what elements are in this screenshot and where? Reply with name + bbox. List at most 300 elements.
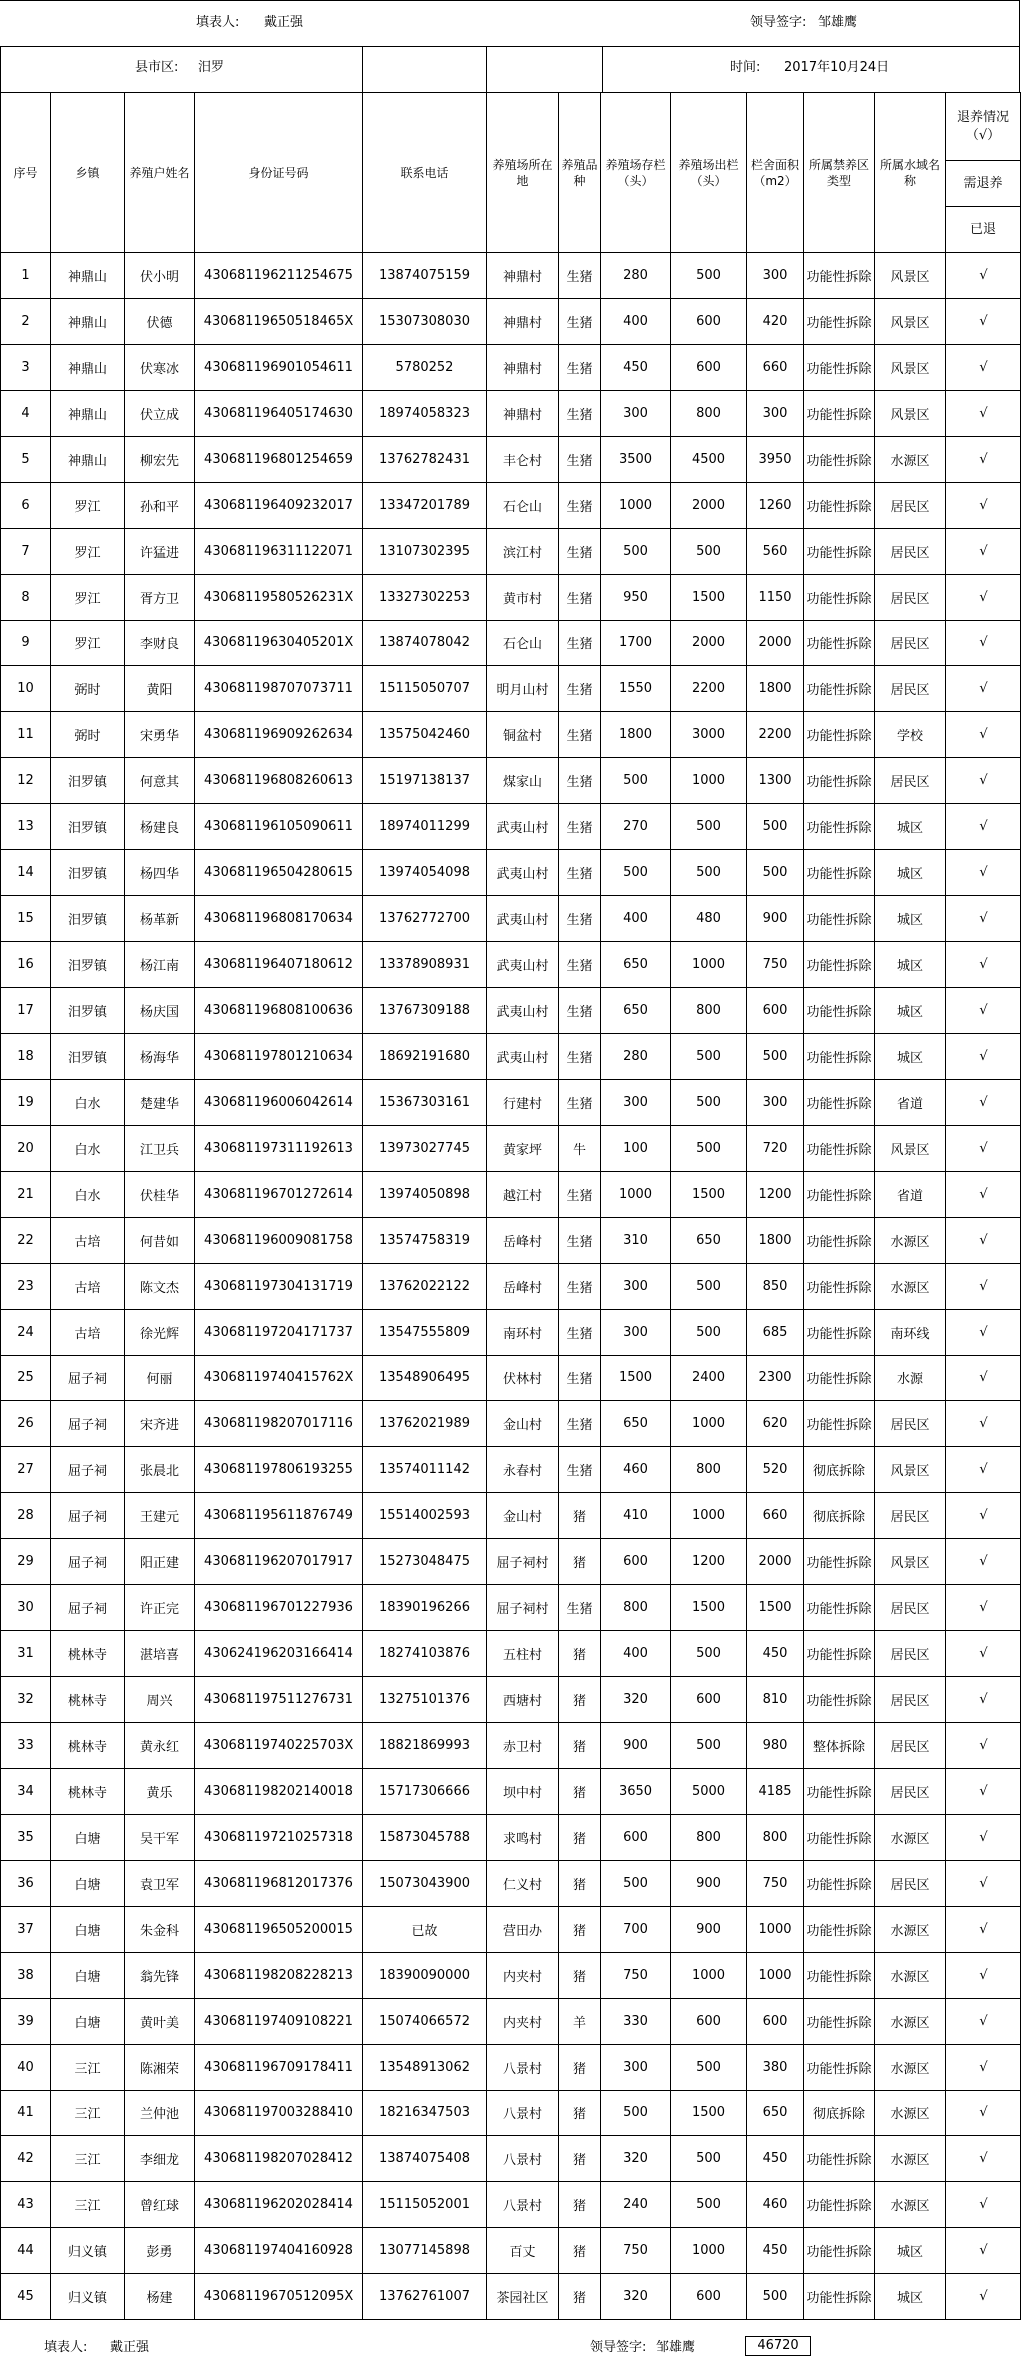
col-breed: 养殖品种 [559, 93, 601, 253]
row-out: 2200 [671, 666, 747, 712]
row-area: 4185 [747, 1768, 804, 1814]
row-name: 袁卫军 [125, 1860, 195, 1906]
row-out: 1000 [671, 942, 747, 988]
row-location: 神鼎村 [487, 298, 559, 344]
row-zone-type: 功能性拆除 [804, 1539, 875, 1585]
row-town: 白塘 [51, 1814, 125, 1860]
row-stock: 1000 [601, 482, 671, 528]
row-stock: 410 [601, 1493, 671, 1539]
row-breed: 牛 [559, 1125, 601, 1171]
row-check: √ [946, 1309, 1021, 1355]
row-id: 430681197404160928 [195, 2228, 363, 2274]
row-name: 宋勇华 [125, 712, 195, 758]
row-phone: 18390196266 [363, 1585, 487, 1631]
row-no: 32 [1, 1677, 51, 1723]
row-check: √ [946, 2182, 1021, 2228]
leader-label: 领导签字: [750, 15, 807, 30]
row-name: 宋齐进 [125, 1401, 195, 1447]
table-row [1, 344, 1021, 390]
row-phone: 18692191680 [363, 1033, 487, 1079]
row-area: 980 [747, 1723, 804, 1769]
row-stock: 950 [601, 574, 671, 620]
table-row [1, 574, 1021, 620]
row-no: 1 [1, 253, 51, 299]
row-stock: 270 [601, 804, 671, 850]
row-no: 12 [1, 758, 51, 804]
row-name: 楚建华 [125, 1079, 195, 1125]
row-phone: 15115052001 [363, 2182, 487, 2228]
row-zone-type: 功能性拆除 [804, 712, 875, 758]
row-out: 1500 [671, 1171, 747, 1217]
row-stock: 750 [601, 2228, 671, 2274]
row-area: 660 [747, 1493, 804, 1539]
col-zone-type: 所属禁养区类型 [804, 93, 875, 253]
row-breed: 猪 [559, 2182, 601, 2228]
row-zone-name: 水源区 [875, 2182, 946, 2228]
row-check: √ [946, 2044, 1021, 2090]
row-check: √ [946, 1952, 1021, 1998]
row-id: 430681197409108221 [195, 1998, 363, 2044]
row-location: 金山村 [487, 1493, 559, 1539]
row-zone-type: 彻底拆除 [804, 1493, 875, 1539]
row-zone-type: 功能性拆除 [804, 850, 875, 896]
row-check: √ [946, 620, 1021, 666]
row-stock: 320 [601, 2136, 671, 2182]
row-no: 11 [1, 712, 51, 758]
row-stock: 320 [601, 1677, 671, 1723]
table-row [1, 436, 1021, 482]
row-name: 黄乐 [125, 1768, 195, 1814]
row-zone-name: 居民区 [875, 1493, 946, 1539]
row-phone: 15115050707 [363, 666, 487, 712]
row-zone-name: 居民区 [875, 666, 946, 712]
row-no: 25 [1, 1355, 51, 1401]
row-phone: 13548906495 [363, 1355, 487, 1401]
row-stock: 650 [601, 1401, 671, 1447]
row-no: 13 [1, 804, 51, 850]
row-area: 2000 [747, 620, 804, 666]
row-name: 陈湘荣 [125, 2044, 195, 2090]
row-location: 求鸣村 [487, 1814, 559, 1860]
row-location: 内夹村 [487, 1998, 559, 2044]
row-zone-name: 城区 [875, 850, 946, 896]
row-location: 屈子祠村 [487, 1585, 559, 1631]
farm-table [0, 92, 1021, 2320]
row-area: 1260 [747, 482, 804, 528]
row-town: 罗江 [51, 482, 125, 528]
row-no: 37 [1, 1906, 51, 1952]
row-zone-type: 功能性拆除 [804, 1952, 875, 1998]
row-zone-name: 居民区 [875, 1723, 946, 1769]
row-zone-name: 省道 [875, 1171, 946, 1217]
row-zone-name: 风景区 [875, 1125, 946, 1171]
row-check: √ [946, 344, 1021, 390]
header-right-border [1019, 0, 1020, 46]
row-area: 420 [747, 298, 804, 344]
row-out: 1500 [671, 574, 747, 620]
row-stock: 3500 [601, 436, 671, 482]
row-no: 14 [1, 850, 51, 896]
row-breed: 生猪 [559, 1079, 601, 1125]
row-town: 神鼎山 [51, 344, 125, 390]
row-out: 500 [671, 528, 747, 574]
row-stock: 400 [601, 298, 671, 344]
row-id: 430681198202140018 [195, 1768, 363, 1814]
row-town: 屈子祠 [51, 1539, 125, 1585]
row-check: √ [946, 1906, 1021, 1952]
row-town: 弼时 [51, 666, 125, 712]
row-phone: 15367303161 [363, 1079, 487, 1125]
row-area: 620 [747, 1401, 804, 1447]
row-check: √ [946, 390, 1021, 436]
row-breed: 生猪 [559, 344, 601, 390]
row-town: 白塘 [51, 1998, 125, 2044]
row-check: √ [946, 1079, 1021, 1125]
row-phone: 18216347503 [363, 2090, 487, 2136]
row-location: 内夹村 [487, 1952, 559, 1998]
row-zone-type: 功能性拆除 [804, 2228, 875, 2274]
row-zone-type: 功能性拆除 [804, 528, 875, 574]
row-stock: 750 [601, 1952, 671, 1998]
row-phone: 13874075408 [363, 2136, 487, 2182]
row-town: 屈子祠 [51, 1493, 125, 1539]
row-location: 越江村 [487, 1171, 559, 1217]
row-check: √ [946, 1677, 1021, 1723]
row-area: 560 [747, 528, 804, 574]
col-area: 栏舍面积（m2） [747, 93, 804, 253]
row-check: √ [946, 2274, 1021, 2320]
row-location: 武夷山村 [487, 896, 559, 942]
row-id: 430681198208228213 [195, 1952, 363, 1998]
row-name: 何丽 [125, 1355, 195, 1401]
row-location: 金山村 [487, 1401, 559, 1447]
row-zone-type: 功能性拆除 [804, 758, 875, 804]
header-divider-3 [602, 46, 603, 92]
row-no: 23 [1, 1263, 51, 1309]
row-no: 30 [1, 1585, 51, 1631]
row-out: 500 [671, 1263, 747, 1309]
row-out: 2000 [671, 482, 747, 528]
row-name: 江卫兵 [125, 1125, 195, 1171]
row-no: 9 [1, 620, 51, 666]
row-name: 伏德 [125, 298, 195, 344]
row-zone-type: 功能性拆除 [804, 2044, 875, 2090]
row-check: √ [946, 1355, 1021, 1401]
row-phone: 18390090000 [363, 1952, 487, 1998]
row-no: 7 [1, 528, 51, 574]
row-stock: 650 [601, 942, 671, 988]
row-no: 38 [1, 1952, 51, 1998]
row-check: √ [946, 1539, 1021, 1585]
row-town: 白水 [51, 1079, 125, 1125]
col-id: 身份证号码 [195, 93, 363, 253]
county-value: 汨罗 [198, 60, 225, 75]
table-row [1, 1631, 1021, 1677]
row-zone-type: 功能性拆除 [804, 804, 875, 850]
row-out: 1500 [671, 2090, 747, 2136]
row-stock: 1800 [601, 712, 671, 758]
col-phone: 联系电话 [363, 93, 487, 253]
row-town: 桃林寺 [51, 1723, 125, 1769]
table-row [1, 1677, 1021, 1723]
row-location: 神鼎村 [487, 253, 559, 299]
row-breed: 生猪 [559, 1171, 601, 1217]
row-phone: 15273048475 [363, 1539, 487, 1585]
row-check: √ [946, 850, 1021, 896]
row-name: 许正完 [125, 1585, 195, 1631]
footer-filler-label: 填表人: [44, 2340, 88, 2355]
row-name: 杨江南 [125, 942, 195, 988]
row-area: 520 [747, 1447, 804, 1493]
row-area: 300 [747, 1079, 804, 1125]
row-stock: 500 [601, 758, 671, 804]
row-area: 650 [747, 2090, 804, 2136]
row-id: 430681196701227936 [195, 1585, 363, 1631]
row-out: 600 [671, 1677, 747, 1723]
row-stock: 650 [601, 988, 671, 1034]
row-name: 张晨北 [125, 1447, 195, 1493]
row-zone-name: 水源区 [875, 1814, 946, 1860]
row-no: 29 [1, 1539, 51, 1585]
row-phone: 18274103876 [363, 1631, 487, 1677]
table-row [1, 1125, 1021, 1171]
row-breed: 生猪 [559, 482, 601, 528]
row-out: 1500 [671, 1585, 747, 1631]
row-out: 1000 [671, 1493, 747, 1539]
row-town: 汨罗镇 [51, 942, 125, 988]
row-location: 石仑山 [487, 620, 559, 666]
row-breed: 猪 [559, 1768, 601, 1814]
row-name: 李财良 [125, 620, 195, 666]
row-area: 600 [747, 1998, 804, 2044]
row-check: √ [946, 942, 1021, 988]
table-row [1, 1814, 1021, 1860]
row-zone-type: 功能性拆除 [804, 1355, 875, 1401]
row-no: 5 [1, 436, 51, 482]
row-zone-type: 功能性拆除 [804, 1860, 875, 1906]
row-phone: 13762761007 [363, 2274, 487, 2320]
table-row [1, 620, 1021, 666]
row-stock: 600 [601, 1814, 671, 1860]
row-out: 600 [671, 2274, 747, 2320]
row-zone-name: 城区 [875, 988, 946, 1034]
row-id: 430681196409232017 [195, 482, 363, 528]
row-breed: 生猪 [559, 298, 601, 344]
row-out: 1000 [671, 758, 747, 804]
table-row [1, 942, 1021, 988]
row-location: 武夷山村 [487, 1033, 559, 1079]
row-phone: 13874078042 [363, 620, 487, 666]
row-zone-type: 功能性拆除 [804, 2182, 875, 2228]
row-zone-type: 功能性拆除 [804, 1079, 875, 1125]
row-breed: 猪 [559, 1677, 601, 1723]
row-stock: 100 [601, 1125, 671, 1171]
row-check: √ [946, 1401, 1021, 1447]
row-breed: 猪 [559, 2044, 601, 2090]
row-out: 900 [671, 1906, 747, 1952]
table-row [1, 528, 1021, 574]
row-out: 500 [671, 1079, 747, 1125]
row-zone-type: 功能性拆除 [804, 1033, 875, 1079]
row-zone-type: 功能性拆除 [804, 344, 875, 390]
row-breed: 猪 [559, 1906, 601, 1952]
row-stock: 320 [601, 2274, 671, 2320]
row-out: 600 [671, 1998, 747, 2044]
header-divider-2 [486, 46, 487, 92]
row-breed: 生猪 [559, 942, 601, 988]
row-name: 孙和平 [125, 482, 195, 528]
row-area: 1000 [747, 1952, 804, 1998]
row-breed: 生猪 [559, 712, 601, 758]
row-phone: 13574758319 [363, 1217, 487, 1263]
row-phone: 13973027745 [363, 1125, 487, 1171]
row-check: √ [946, 1585, 1021, 1631]
row-check: √ [946, 298, 1021, 344]
row-name: 彭勇 [125, 2228, 195, 2274]
row-id: 430681196311122071 [195, 528, 363, 574]
row-phone: 13347201789 [363, 482, 487, 528]
table-row [1, 1263, 1021, 1309]
row-location: 营田办 [487, 1906, 559, 1952]
row-stock: 300 [601, 1079, 671, 1125]
row-area: 500 [747, 2274, 804, 2320]
row-zone-type: 功能性拆除 [804, 1171, 875, 1217]
total-area: 46720 [745, 2336, 811, 2356]
row-name: 兰仲池 [125, 2090, 195, 2136]
row-town: 神鼎山 [51, 298, 125, 344]
col-zone-name: 所属水域名称 [875, 93, 946, 253]
row-out: 500 [671, 1309, 747, 1355]
row-stock: 300 [601, 2044, 671, 2090]
row-id: 43068119740415762X [195, 1355, 363, 1401]
row-name: 李细龙 [125, 2136, 195, 2182]
row-zone-type: 功能性拆除 [804, 253, 875, 299]
row-id: 430681196202028414 [195, 2182, 363, 2228]
row-area: 750 [747, 942, 804, 988]
table-row [1, 253, 1021, 299]
row-zone-name: 南环线 [875, 1309, 946, 1355]
row-area: 1000 [747, 1906, 804, 1952]
row-stock: 1700 [601, 620, 671, 666]
table-row [1, 2136, 1021, 2182]
row-town: 三江 [51, 2090, 125, 2136]
row-no: 39 [1, 1998, 51, 2044]
row-check: √ [946, 1263, 1021, 1309]
row-no: 3 [1, 344, 51, 390]
row-breed: 生猪 [559, 988, 601, 1034]
row-stock: 450 [601, 344, 671, 390]
table-row [1, 1723, 1021, 1769]
row-area: 2200 [747, 712, 804, 758]
row-name: 朱金科 [125, 1906, 195, 1952]
row-zone-type: 功能性拆除 [804, 1631, 875, 1677]
row-zone-name: 居民区 [875, 1860, 946, 1906]
row-id: 430681197311192613 [195, 1125, 363, 1171]
row-location: 伏林村 [487, 1355, 559, 1401]
row-area: 600 [747, 988, 804, 1034]
row-breed: 猪 [559, 1493, 601, 1539]
row-zone-type: 功能性拆除 [804, 2136, 875, 2182]
row-stock: 240 [601, 2182, 671, 2228]
row-town: 汨罗镇 [51, 896, 125, 942]
row-location: 明月山村 [487, 666, 559, 712]
date-label: 时间: [730, 60, 761, 75]
row-location: 八景村 [487, 2182, 559, 2228]
table-row [1, 1217, 1021, 1263]
header-left-border [0, 46, 1, 92]
row-town: 桃林寺 [51, 1631, 125, 1677]
row-phone: 13974050898 [363, 1171, 487, 1217]
row-name: 伏立成 [125, 390, 195, 436]
row-breed: 羊 [559, 1998, 601, 2044]
row-phone: 13327302253 [363, 574, 487, 620]
row-zone-type: 功能性拆除 [804, 1998, 875, 2044]
row-phone: 13275101376 [363, 1677, 487, 1723]
row-zone-type: 彻底拆除 [804, 1447, 875, 1493]
row-name: 杨庆国 [125, 988, 195, 1034]
row-no: 16 [1, 942, 51, 988]
row-out: 2400 [671, 1355, 747, 1401]
row-area: 300 [747, 390, 804, 436]
row-no: 17 [1, 988, 51, 1034]
row-id: 43068119670512095X [195, 2274, 363, 2320]
row-town: 白塘 [51, 1860, 125, 1906]
leader-name: 邹雄鹰 [818, 15, 858, 30]
row-town: 白塘 [51, 1952, 125, 1998]
row-no: 42 [1, 2136, 51, 2182]
county-label: 县市区: [135, 60, 179, 75]
row-check: √ [946, 1723, 1021, 1769]
row-zone-type: 功能性拆除 [804, 1263, 875, 1309]
row-out: 800 [671, 390, 747, 436]
row-zone-name: 居民区 [875, 1631, 946, 1677]
row-phone: 13547555809 [363, 1309, 487, 1355]
row-zone-name: 居民区 [875, 620, 946, 666]
row-phone: 13077145898 [363, 2228, 487, 2274]
row-no: 40 [1, 2044, 51, 2090]
table-row [1, 1309, 1021, 1355]
row-area: 500 [747, 804, 804, 850]
col-retire-status: 退养情况（√） [946, 93, 1021, 161]
row-area: 380 [747, 2044, 804, 2090]
row-zone-type: 整体拆除 [804, 1723, 875, 1769]
row-zone-name: 风景区 [875, 344, 946, 390]
row-location: 煤家山 [487, 758, 559, 804]
row-town: 桃林寺 [51, 1677, 125, 1723]
row-town: 汨罗镇 [51, 850, 125, 896]
row-zone-name: 城区 [875, 896, 946, 942]
row-no: 34 [1, 1768, 51, 1814]
row-breed: 生猪 [559, 436, 601, 482]
row-stock: 500 [601, 2090, 671, 2136]
row-zone-type: 功能性拆除 [804, 2274, 875, 2320]
row-stock: 600 [601, 1539, 671, 1585]
row-location: 丰仑村 [487, 436, 559, 482]
table-row [1, 1033, 1021, 1079]
col-out: 养殖场出栏（头） [671, 93, 747, 253]
table-row [1, 666, 1021, 712]
row-check: √ [946, 2136, 1021, 2182]
row-zone-name: 水源区 [875, 1952, 946, 1998]
row-id: 430681196709178411 [195, 2044, 363, 2090]
row-out: 800 [671, 1447, 747, 1493]
row-location: 神鼎村 [487, 344, 559, 390]
row-town: 三江 [51, 2182, 125, 2228]
row-out: 1000 [671, 1401, 747, 1447]
row-phone: 13378908931 [363, 942, 487, 988]
row-no: 10 [1, 666, 51, 712]
row-town: 三江 [51, 2044, 125, 2090]
